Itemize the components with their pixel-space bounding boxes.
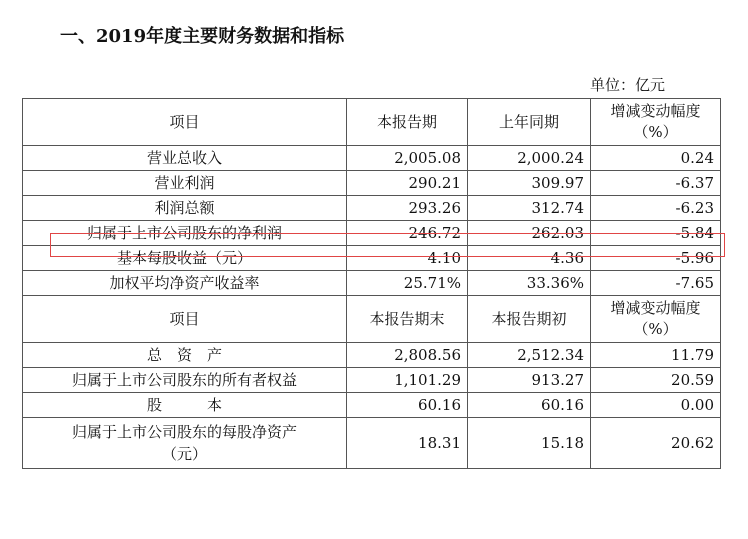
row-previous: 262.03 bbox=[468, 221, 591, 246]
page-title: 一、2019年度主要财务数据和指标 bbox=[60, 26, 345, 47]
row-change: -6.23 bbox=[591, 196, 721, 221]
header-previous-period: 上年同期 bbox=[468, 99, 591, 146]
row-previous: 2,512.34 bbox=[468, 343, 591, 368]
header-change bbox=[591, 296, 721, 343]
header-change-line2: （%） bbox=[633, 123, 678, 141]
row-label: 营业利润 bbox=[23, 171, 347, 196]
row-current: 2,808.56 bbox=[347, 343, 468, 368]
table-row bbox=[23, 393, 721, 418]
row-label-line2: （元） bbox=[161, 445, 207, 463]
table-row-highlighted bbox=[23, 221, 721, 246]
row-label: 股 本 bbox=[23, 393, 347, 418]
row-change: 0.00 bbox=[591, 393, 721, 418]
row-current: 18.31 bbox=[347, 418, 468, 469]
row-change: -5.96 bbox=[591, 246, 721, 271]
row-current: 246.72 bbox=[347, 221, 468, 246]
table-header-row bbox=[23, 99, 721, 146]
header-change-line2: （%） bbox=[633, 320, 678, 338]
row-current: 293.26 bbox=[347, 196, 468, 221]
row-previous: 309.97 bbox=[468, 171, 591, 196]
row-previous: 15.18 bbox=[468, 418, 591, 469]
row-label: 归属于上市公司股东的所有者权益 bbox=[23, 368, 347, 393]
header-period-start: 本报告期初 bbox=[468, 296, 591, 343]
header-current-period: 本报告期 bbox=[347, 99, 468, 146]
header-item: 项目 bbox=[23, 296, 347, 343]
table-row bbox=[23, 343, 721, 368]
table-row bbox=[23, 418, 721, 469]
table-row bbox=[23, 171, 721, 196]
row-previous: 33.36% bbox=[468, 271, 591, 296]
row-change: -5.84 bbox=[591, 221, 721, 246]
row-previous: 60.16 bbox=[468, 393, 591, 418]
row-current: 2,005.08 bbox=[347, 146, 468, 171]
table-row bbox=[23, 146, 721, 171]
row-previous: 312.74 bbox=[468, 196, 591, 221]
row-current: 1,101.29 bbox=[347, 368, 468, 393]
row-label: 总 资 产 bbox=[23, 343, 347, 368]
row-change: 0.24 bbox=[591, 146, 721, 171]
row-label bbox=[23, 418, 347, 469]
row-change: -7.65 bbox=[591, 271, 721, 296]
table-row bbox=[23, 271, 721, 296]
row-previous: 913.27 bbox=[468, 368, 591, 393]
header-change bbox=[591, 99, 721, 146]
header-change-line1: 增减变动幅度 bbox=[610, 299, 701, 317]
row-change: 11.79 bbox=[591, 343, 721, 368]
row-change: -6.37 bbox=[591, 171, 721, 196]
table-row bbox=[23, 246, 721, 271]
financial-data-table bbox=[22, 98, 721, 469]
header-change-line1: 增减变动幅度 bbox=[610, 102, 701, 120]
row-label: 基本每股收益（元） bbox=[23, 246, 347, 271]
row-label: 加权平均净资产收益率 bbox=[23, 271, 347, 296]
row-current: 25.71% bbox=[347, 271, 468, 296]
row-label-line1: 归属于上市公司股东的每股净资产 bbox=[71, 423, 297, 441]
row-current: 60.16 bbox=[347, 393, 468, 418]
row-change: 20.62 bbox=[591, 418, 721, 469]
table-row bbox=[23, 368, 721, 393]
row-current: 290.21 bbox=[347, 171, 468, 196]
table-header-row bbox=[23, 296, 721, 343]
row-previous: 2,000.24 bbox=[468, 146, 591, 171]
unit-label: 单位：亿元 bbox=[590, 76, 666, 94]
row-previous: 4.36 bbox=[468, 246, 591, 271]
row-label: 营业总收入 bbox=[23, 146, 347, 171]
row-label: 利润总额 bbox=[23, 196, 347, 221]
header-period-end: 本报告期末 bbox=[347, 296, 468, 343]
row-change: 20.59 bbox=[591, 368, 721, 393]
row-current: 4.10 bbox=[347, 246, 468, 271]
table-row bbox=[23, 196, 721, 221]
row-label: 归属于上市公司股东的净利润 bbox=[23, 221, 347, 246]
header-item: 项目 bbox=[23, 99, 347, 146]
